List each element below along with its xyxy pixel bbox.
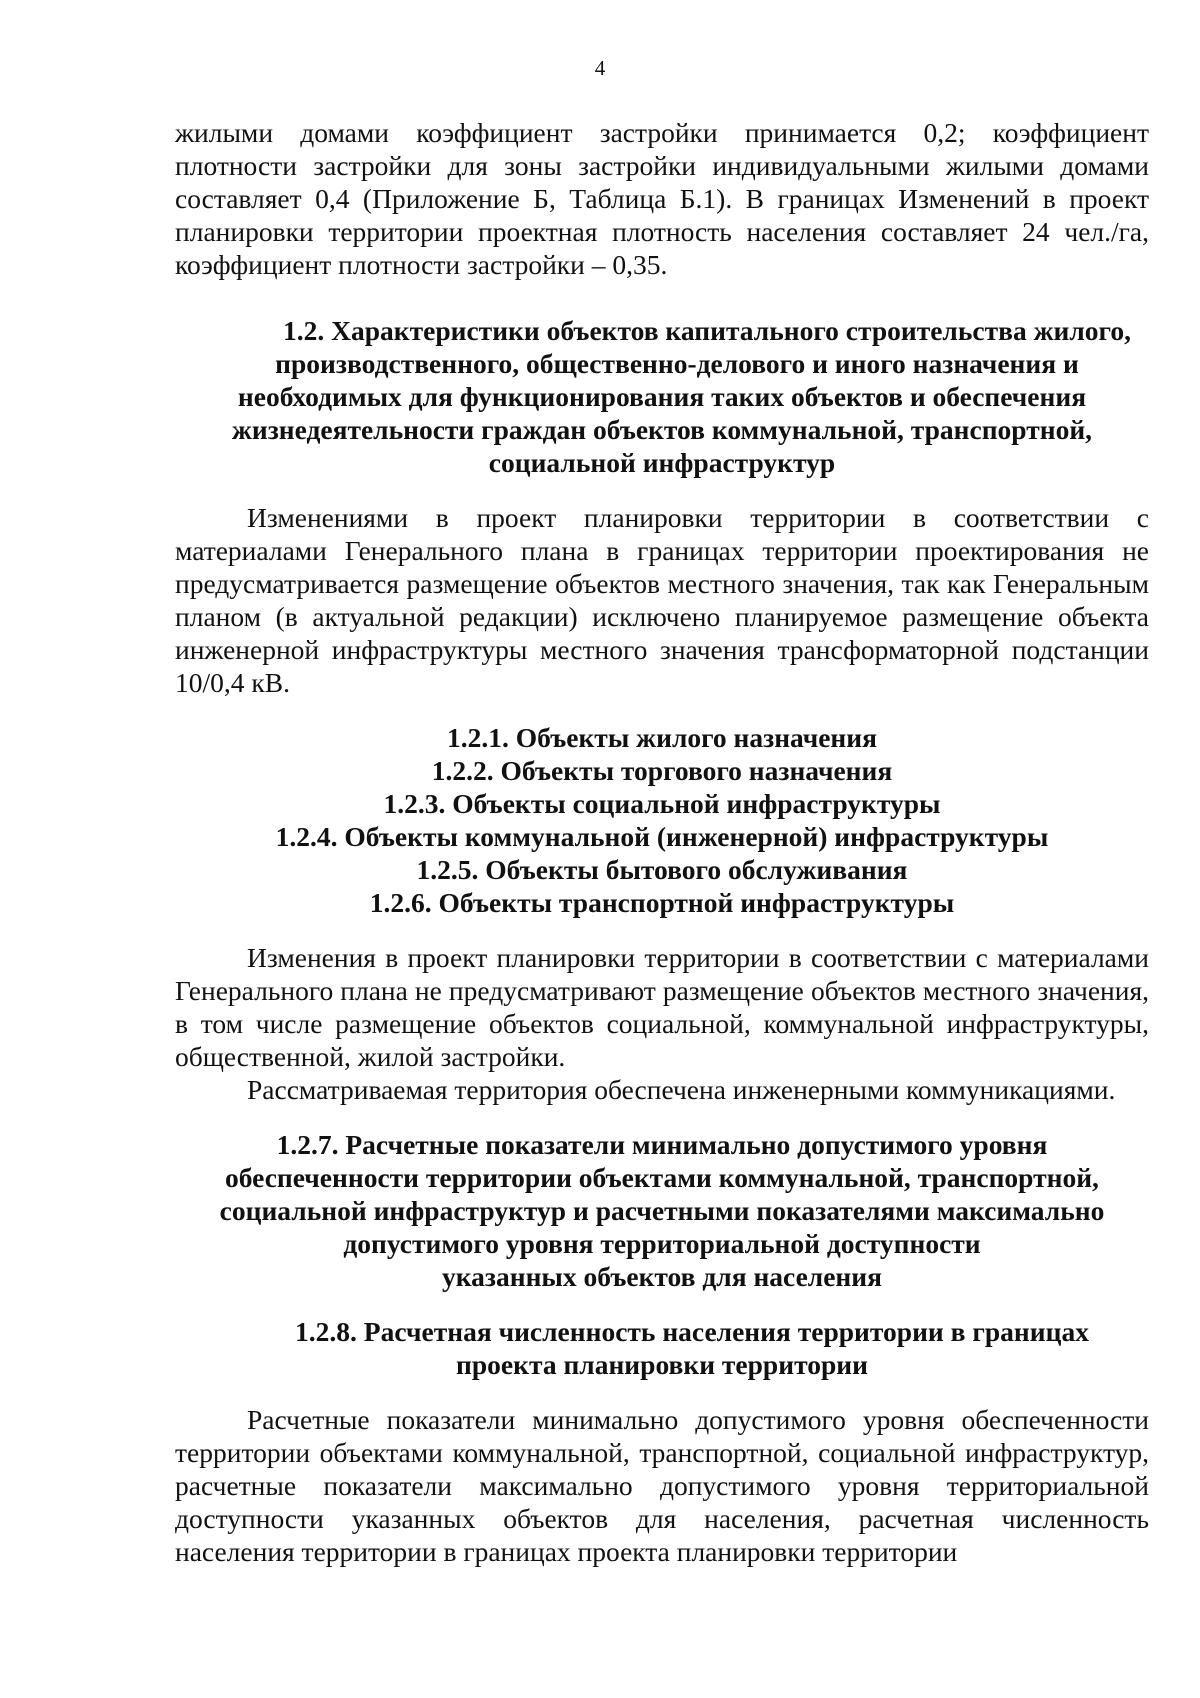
page-number: 4 bbox=[594, 56, 606, 80]
heading-line: производственного, общественно-делового и иного назначения и bbox=[275, 348, 1079, 379]
heading-1-2-5: 1.2.5. Объекты бытового обслуживания bbox=[416, 854, 908, 885]
paragraph-changes: Изменения в проект планировки территории в соответствии с материалами Генерального плана не предусматривают размещение объектов местного значения, в том числе размещение объектов социальной, коммунальной инфраструктуры, общественной, жилой застройки. bbox=[175, 942, 1149, 1072]
heading-line: социальной инфраструктур bbox=[488, 447, 836, 478]
paragraph-indicators: Расчетные показатели минимально допустимого уровня обеспеченности территории объектами коммунальной, транспортной, социальной инфраструктур, расчетные показатели максимально допустимого уровня территориальной доступности указанных объектов для населения, расчетная численность населения территории в границах проекта планировки территории bbox=[175, 1404, 1149, 1567]
heading-line: 1.2.7. Расчетные показатели минимально допустимого уровня bbox=[276, 1129, 1048, 1160]
heading-line: социальной инфраструктур и расчетными показателями максимально bbox=[219, 1195, 1105, 1226]
paragraph-density: жилыми домами коэффициент застройки принимается 0,2; коэффициент плотности застройки для зоны застройки индивидуальными жилыми домами составляет 0,4 (Приложение Б, Таблица Б.1). В границах Изменений в проект планировки территории проектная плотность населения составляет 24 чел./га, коэффициент плотности застройки – 0,35. bbox=[175, 117, 1149, 280]
heading-line: обеспеченности территории объектами коммунальной, транспортной, bbox=[225, 1162, 1099, 1193]
section-heading-1-2-7 bbox=[175, 1128, 1149, 1293]
subsection-headings bbox=[175, 721, 1149, 919]
heading-line: 1.2.8. Расчетная численность населения территории в границах bbox=[295, 1316, 1089, 1347]
heading-line: 1.2. Характеристики объектов капитального строительства жилого, bbox=[283, 315, 1131, 346]
heading-1-2-4: 1.2.4. Объекты коммунальной (инженерной) инфраструктуры bbox=[275, 821, 1049, 852]
heading-line: жизнедеятельности граждан объектов коммунальной, транспортной, bbox=[231, 414, 1093, 445]
section-heading-1-2-8 bbox=[175, 1315, 1149, 1381]
section-heading-1-2 bbox=[175, 314, 1149, 479]
document-body bbox=[175, 116, 1149, 1568]
heading-1-2-1: 1.2.1. Объекты жилого назначения bbox=[447, 722, 877, 753]
heading-line: указанных объектов для населения bbox=[442, 1261, 882, 1292]
heading-1-2-6: 1.2.6. Объекты транспортной инфраструктуры bbox=[369, 887, 955, 918]
heading-1-2-2: 1.2.2. Объекты торгового назначения bbox=[431, 755, 893, 786]
heading-line: проекта планировки территории bbox=[456, 1349, 868, 1380]
paragraph-engineering: Рассматриваемая территория обеспечена инженерными коммуникациями. bbox=[247, 1074, 1116, 1105]
paragraph-general-plan: Изменениями в проект планировки территории в соответствии с материалами Генерального плана в границах территории проектирования не предусматривается размещение объектов местного значения, так как Генеральным планом (в актуальной редакции) исключено планируемое размещение объекта инженерной инфраструктуры местного значения трансформаторной подстанции 10/0,4 кВ. bbox=[175, 502, 1149, 698]
heading-line: необходимых для функционирования таких объектов и обеспечения bbox=[237, 381, 1087, 412]
heading-1-2-3: 1.2.3. Объекты социальной инфраструктуры bbox=[383, 788, 941, 819]
heading-line: допустимого уровня территориальной доступности bbox=[343, 1228, 981, 1259]
